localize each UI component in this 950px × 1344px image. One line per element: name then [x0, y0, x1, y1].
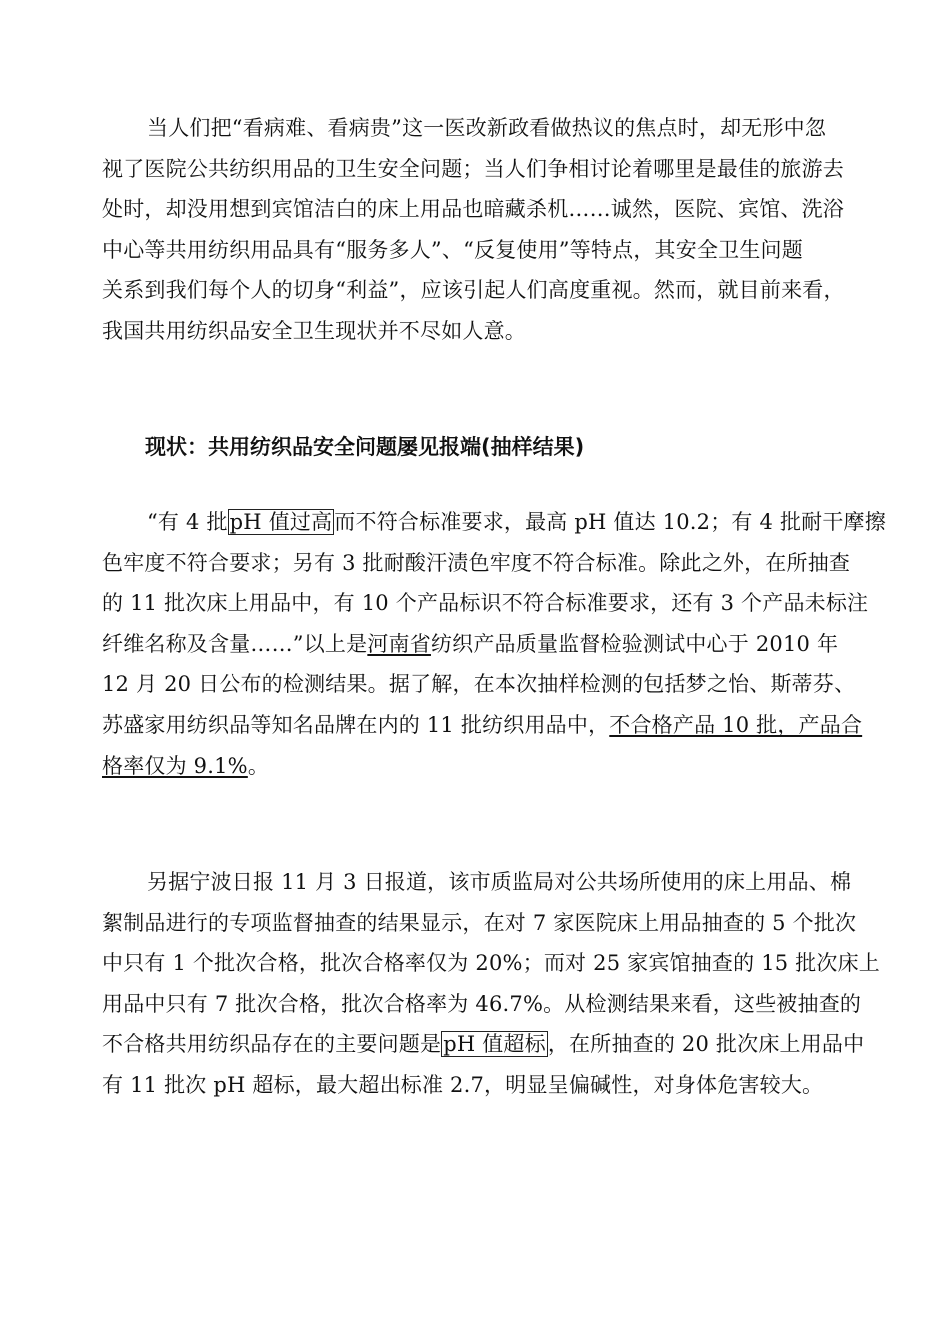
paragraph-line: 当人们把“看病难、看病贵”这一医改新政看做热议的焦点时，却无形中忽: [147, 116, 827, 140]
paragraph-line: 12 月 20 日公布的检测结果。据了解，在本次抽样检测的包括梦之怡、斯蒂芬、: [102, 672, 856, 697]
paragraph-line: 处时，却没用想到宾馆洁白的床上用品也暗藏杀机……诚然，医院、宾馆、洗浴: [102, 197, 844, 222]
boxed-ph-too-high: pH 值过高: [229, 510, 333, 534]
paragraph-line: [102, 746, 882, 787]
section-heading: 现状：共用纺织品安全问题屡见报端(抽样结果): [145, 435, 585, 459]
paragraph-line: 关系到我们每个人的切身“利益”，应该引起人们高度重视。然而，就目前来看，: [102, 278, 845, 303]
text-run: 而不符合标准要求，最高 pH 值达 10.2；有 4 批耐干摩擦: [334, 510, 886, 534]
text-run: “有 4 批: [147, 510, 228, 534]
paragraph-line: 有 11 批次 pH 超标，最大超出标准 2.7，明显呈偏碱性，对身体危害较大。: [102, 1072, 824, 1097]
boxed-ph-exceeded: pH 值超标: [443, 1032, 546, 1057]
paragraph-line: 另据宁波日报 11 月 3 日报道，该市质监局对公共场所使用的床上用品、棉: [147, 870, 852, 894]
underlined-pass-rate: 格率仅为 9.1%: [102, 753, 248, 778]
paragraph-line: 我国共用纺织品安全卫生现状并不尽如人意。: [102, 318, 526, 343]
paragraph-line: 用品中只有 7 批次合格，批次合格率为 46.7%。从检测结果来看，这些被抽查的: [102, 991, 862, 1016]
text-run: 苏盛家用纺织品等知名品牌在内的 11 批纺织用品中，: [102, 712, 610, 737]
paragraph-line: 中心等共用纺织用品具有“服务多人”、“反复使用”等特点，其安全卫生问题: [102, 237, 803, 262]
text-run: ，在所抽查的 20 批次床上用品中: [547, 1032, 865, 1057]
paragraph-line: [102, 1024, 882, 1065]
ningbo-paragraph: [102, 862, 882, 1106]
paragraph-line: [102, 705, 882, 746]
status-paragraph: [102, 502, 886, 786]
text-run: 纺织产品质量监督检验测试中心于 2010 年: [430, 631, 839, 656]
paragraph-line: 色牢度不符合要求；另有 3 批耐酸汗渍色牢度不符合标准。除此之外，在所抽查: [102, 550, 851, 575]
paragraph-line: 絮制品进行的专项监督抽查的结果显示，在对 7 家医院床上用品抽查的 5 个批次: [102, 910, 857, 935]
paragraph-line: [102, 502, 886, 543]
paragraph-line: 的 11 批次床上用品中，有 10 个产品标识不符合标准要求，还有 3 个产品未标注: [102, 591, 869, 616]
paragraph-line: [102, 624, 882, 665]
paragraph-line: 中只有 1 个批次合格，批次合格率仅为 20%；而对 25 家宾馆抽查的 15 批次床上: [102, 951, 881, 976]
underlined-henan: 河南省: [367, 631, 431, 656]
intro-paragraph: [102, 108, 882, 352]
underlined-unqualified: 不合格产品 10 批，产品合: [609, 712, 863, 737]
text-run: 不合格共用纺织品存在的主要问题是: [102, 1032, 442, 1057]
paragraph-line: 视了医院公共纺织用品的卫生安全问题；当人们争相讨论着哪里是最佳的旅游去: [102, 156, 844, 181]
text-run: 。: [247, 753, 270, 778]
text-run: 纤维名称及含量……”以上是: [102, 631, 368, 656]
